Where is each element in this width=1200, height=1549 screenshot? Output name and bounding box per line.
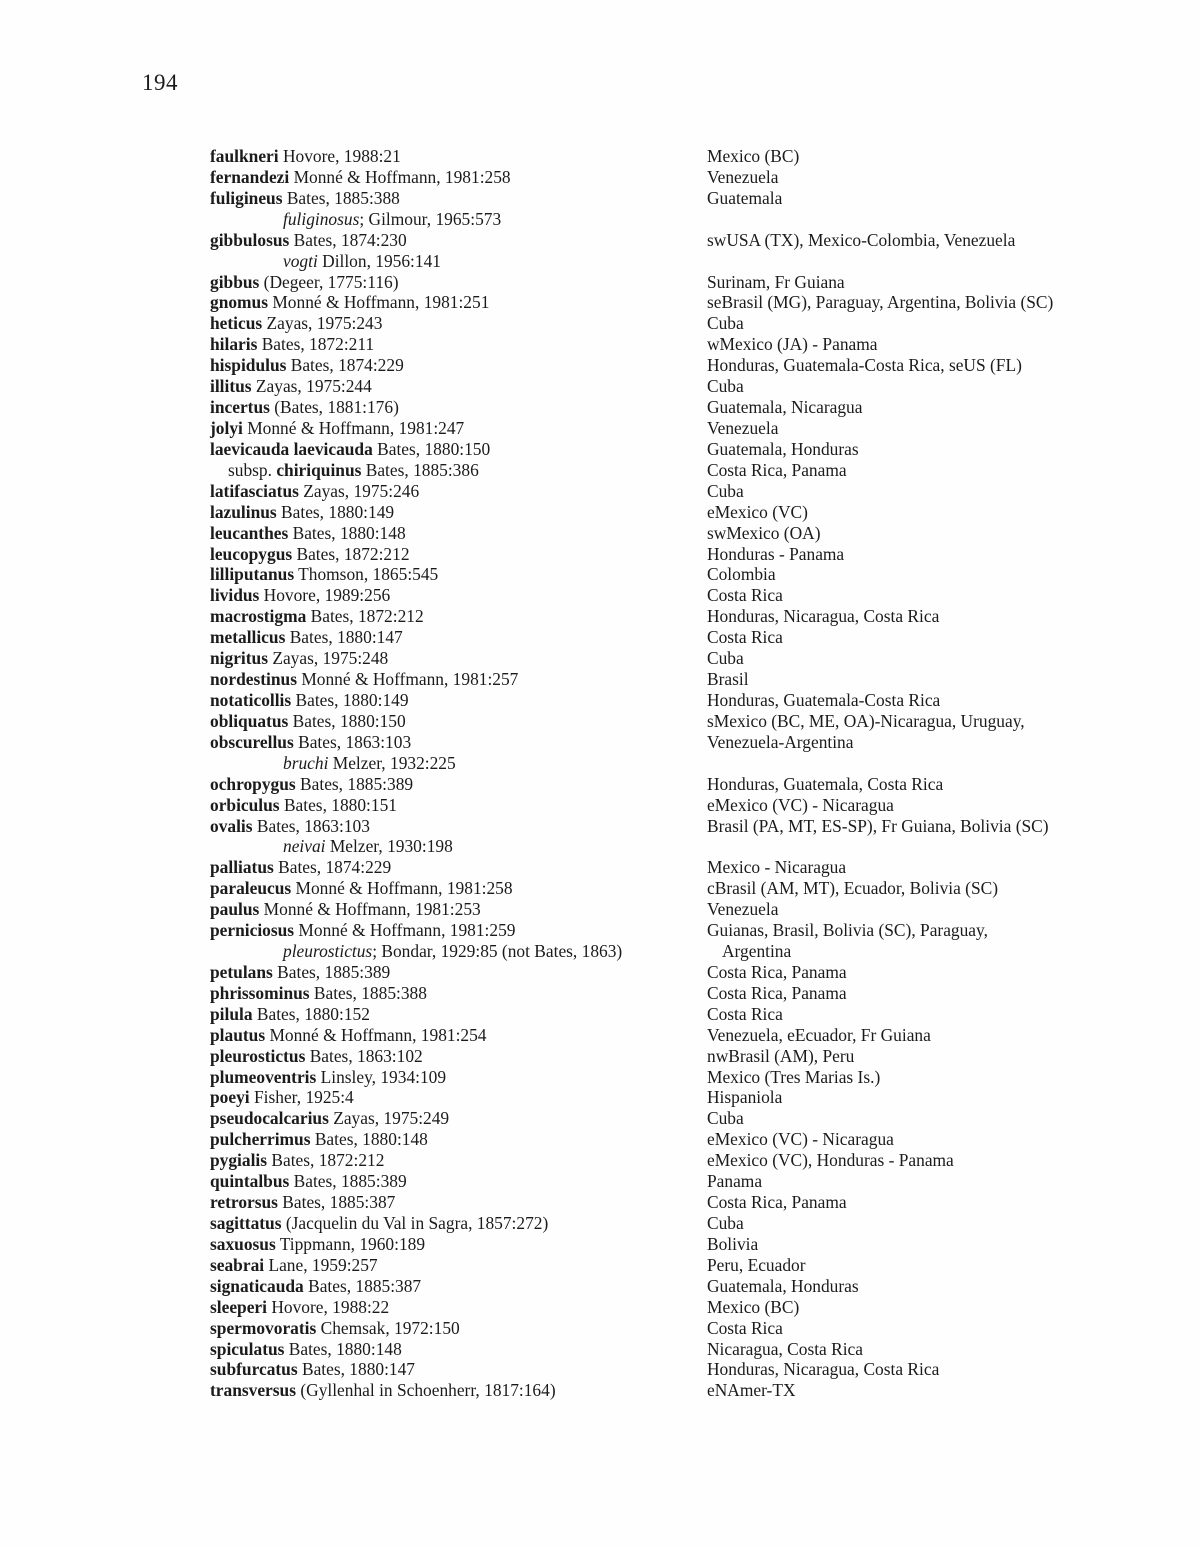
distribution: Costa Rica, Panama [707,459,847,480]
distribution: Hispaniola [707,1087,783,1108]
list-item [210,627,1180,648]
species-entry [210,878,707,899]
distribution: Mexico (BC) [707,146,800,166]
species-name: subfurcatus [210,1359,298,1380]
author-citation: Monné & Hoffmann, 1981:259 [294,920,516,941]
list-item [210,146,1180,167]
author-citation: Bates, 1872:212 [306,606,424,627]
synonym-name: pleurostictus [283,941,373,962]
species-entry [210,313,707,334]
distribution: Venezuela [707,417,779,438]
distribution: sMexico (BC, ME, OA)-Nicaragua, Uruguay, [707,710,1025,731]
author-citation: Bates, 1880:147 [285,627,403,648]
species-entry [210,983,707,1004]
distribution: Colombia [707,564,776,585]
distribution: Surinam, Fr Guiana [707,271,845,292]
species-entry [210,1150,707,1171]
author-citation: ; Gilmour, 1965:573 [359,208,502,229]
list-item [210,585,1180,606]
author-citation: Tippmann, 1960:189 [275,1233,426,1254]
distribution: cBrasil (AM, MT), Ecuador, Bolivia (SC) [707,878,999,899]
distribution: Cuba [707,376,744,397]
species-entry [210,774,707,795]
list-item [210,899,1180,920]
list-item [210,272,1180,293]
distribution: Mexico (Tres Marias Is.) [707,1066,881,1087]
page-number: 194 [142,70,178,95]
list-item [210,1255,1180,1276]
author-citation: Hovore, 1988:22 [266,1296,390,1317]
species-name: laevicauda laevicauda [210,438,373,459]
species-name: illitus [210,376,252,397]
species-entry [210,1339,707,1360]
distribution: Cuba [707,648,744,669]
species-name: gibbus [210,271,260,292]
author-citation: Zayas, 1975:248 [267,648,389,669]
synonym-name: fuliginosus [283,208,360,229]
author-citation: subsp. [228,459,277,480]
species-name: incertus [210,397,270,418]
author-citation: Bates, 1880:150 [288,710,406,731]
list-item [210,544,1180,565]
distribution: swMexico (OA) [707,522,821,543]
species-name: obliquatus [210,710,289,731]
species-name: leucanthes [210,522,289,543]
species-name: sleeperi [210,1296,267,1317]
distribution: eMexico (VC) [707,501,808,522]
species-entry [210,1276,707,1297]
distribution: Costa Rica [707,627,783,648]
species-name: nigritus [210,648,268,669]
list-item [210,209,1180,230]
list-item [210,1339,1180,1360]
list-item [210,606,1180,627]
author-citation: Bates, 1880:150 [372,438,491,459]
species-entry [210,292,707,313]
list-item [210,983,1180,1004]
list-item [210,1359,1180,1380]
author-citation: Bates, 1880:152 [252,1003,370,1024]
species-entry [210,334,707,355]
author-citation: Monné & Hoffmann, 1981:253 [259,899,481,920]
distribution: nwBrasil (AM), Peru [707,1045,855,1066]
author-citation: Bates, 1885:389 [295,773,414,794]
list-item [210,774,1180,795]
species-entry [210,1067,707,1088]
list-item [210,1129,1180,1150]
species-name: latifasciatus [210,480,299,501]
list-item [210,167,1180,188]
species-name: sagittatus [210,1213,282,1234]
species-entry [210,502,707,523]
species-name: quintalbus [210,1171,290,1192]
list-item [210,1025,1180,1046]
distribution: Argentina [722,941,792,962]
species-entry [210,209,707,230]
species-name: gibbulosus [210,229,290,250]
species-name: fuligineus [210,187,283,208]
species-name: fernandezi [210,166,290,187]
list-item [210,439,1180,460]
list-item [210,1108,1180,1129]
distribution: Honduras, Guatemala-Costa Rica, seUS (FL) [707,355,1022,376]
distribution: Guianas, Brasil, Bolivia (SC), Paraguay, [707,920,988,941]
species-entry [210,167,707,188]
list-item [210,251,1180,272]
author-citation: Lane, 1959:257 [264,1254,378,1275]
species-entry [210,523,707,544]
list-item [210,418,1180,439]
species-entry [210,355,707,376]
author-citation: Zayas, 1975:243 [262,313,383,334]
species-name: petulans [210,961,273,982]
author-citation: Melzer, 1930:198 [325,836,453,857]
author-citation: (Bates, 1881:176) [269,397,399,418]
species-entry [210,857,707,878]
species-name: saxuosus [210,1233,276,1254]
author-citation: Bates, 1863:103 [293,731,412,752]
distribution: Brasil [707,669,749,690]
species-entry [210,795,707,816]
author-citation: Zayas, 1975:249 [328,1108,450,1129]
species-name: obscurellus [210,731,294,752]
list-item [210,1150,1180,1171]
list-item [210,1318,1180,1339]
species-entry [210,962,707,983]
author-citation: Bates, 1880:148 [284,1338,402,1359]
author-citation: Bates, 1880:151 [279,794,397,815]
list-item [210,481,1180,502]
author-citation: Bates, 1863:102 [305,1045,423,1066]
list-item [210,1380,1180,1401]
species-entry [210,606,707,627]
list-item [210,690,1180,711]
list-item [210,502,1180,523]
species-entry [210,690,707,711]
list-item [210,1234,1180,1255]
list-item [210,1067,1180,1088]
species-entry [210,920,707,941]
author-citation: Bates, 1885:386 [361,459,479,480]
species-name: nordestinus [210,669,297,690]
author-citation: Hovore, 1988:21 [278,146,401,166]
species-name: poeyi [210,1087,250,1108]
species-entry [210,418,707,439]
list-item [210,795,1180,816]
distribution: Honduras, Nicaragua, Costa Rica [707,606,940,627]
species-name: signaticauda [210,1275,304,1296]
species-entry [210,732,707,753]
distribution: Cuba [707,480,744,501]
species-entry [210,460,707,481]
species-checklist [210,146,1180,1401]
distribution: Cuba [707,1108,744,1129]
distribution: Mexico - Nicaragua [707,857,847,878]
species-entry [210,1192,707,1213]
species-entry [210,585,707,606]
species-entry [210,899,707,920]
species-name: metallicus [210,627,286,648]
author-citation: Chemsak, 1972:150 [316,1317,460,1338]
author-citation: Bates, 1880:147 [297,1359,416,1380]
distribution: eMexico (VC) - Nicaragua [707,794,894,815]
author-citation: (Degeer, 1775:116) [259,271,399,292]
list-item [210,313,1180,334]
species-entry [210,376,707,397]
author-citation: Bates, 1874:229 [273,857,392,878]
author-citation: Monné & Hoffmann, 1981:257 [296,669,519,690]
species-name: heticus [210,313,263,334]
list-item [210,334,1180,355]
distribution: Venezuela, eEcuador, Fr Guiana [707,1024,931,1045]
author-citation: Monné & Hoffmann, 1981:254 [265,1024,487,1045]
species-name: gnomus [210,292,268,313]
species-entry [210,669,707,690]
list-item [210,1171,1180,1192]
list-item [210,857,1180,878]
distribution: seBrasil (MG), Paraguay, Argentina, Bolivia (SC) [707,292,1054,313]
author-citation: Bates, 1880:149 [276,501,395,522]
distribution: Honduras, Nicaragua, Costa Rica [707,1359,940,1380]
species-entry [210,836,707,857]
species-entry [210,1046,707,1067]
list-item [210,1087,1180,1108]
list-item [210,1004,1180,1025]
distribution: Guatemala, Nicaragua [707,397,863,418]
list-item [210,920,1180,941]
distribution: Costa Rica, Panama [707,982,847,1003]
species-entry [210,627,707,648]
distribution: eMexico (VC), Honduras - Panama [707,1150,954,1171]
species-entry [210,397,707,418]
species-name: macrostigma [210,606,307,627]
species-entry [210,481,707,502]
list-item [210,962,1180,983]
distribution: Costa Rica [707,1317,783,1338]
species-name: orbiculus [210,794,280,815]
species-name: jolyi [210,417,243,438]
author-citation: Bates, 1872:211 [257,334,375,355]
distribution: Panama [707,1171,763,1192]
species-name: faulkneri [210,146,279,166]
species-entry [210,1108,707,1129]
species-entry [210,1087,707,1108]
author-citation: Bates, 1880:148 [310,1129,428,1150]
species-entry [210,1004,707,1025]
list-item [210,292,1180,313]
distribution: Brasil (PA, MT, ES-SP), Fr Guiana, Bolivia (SC) [707,815,1049,836]
list-item [210,564,1180,585]
author-citation: Monné & Hoffmann, 1981:247 [242,417,465,438]
distribution: Cuba [707,1213,744,1234]
author-citation: Bates, 1885:389 [272,961,391,982]
species-entry [210,648,707,669]
species-name: paulus [210,899,260,920]
distribution: Costa Rica, Panama [707,1192,847,1213]
distribution: wMexico (JA) - Panama [707,334,878,355]
list-item [210,1213,1180,1234]
list-item [210,1297,1180,1318]
distribution: swUSA (TX), Mexico-Colombia, Venezuela [707,229,1016,250]
distribution: eMexico (VC) - Nicaragua [707,1129,894,1150]
species-name: ovalis [210,815,253,836]
distribution: Guatemala, Honduras [707,438,859,459]
species-name: retrorsus [210,1192,278,1213]
author-citation: Linsley, 1934:109 [316,1066,447,1087]
species-name: notaticollis [210,689,292,710]
distribution: Venezuela [707,899,779,920]
species-entry [210,188,707,209]
list-item [210,941,1180,962]
species-entry [210,564,707,585]
author-citation: Hovore, 1989:256 [259,585,391,606]
species-entry [210,753,707,774]
distribution: Venezuela-Argentina [707,731,854,752]
distribution: Venezuela [707,166,779,187]
list-item [210,1276,1180,1297]
distribution: Bolivia [707,1233,759,1254]
species-entry [210,1380,707,1401]
author-citation: Fisher, 1925:4 [249,1087,354,1108]
author-citation: Bates, 1885:388 [309,982,427,1003]
distribution: Honduras, Guatemala-Costa Rica [707,689,941,710]
list-item [210,460,1180,481]
author-citation: Zayas, 1975:244 [251,376,372,397]
species-entry [210,1213,707,1234]
distribution: Honduras - Panama [707,543,845,564]
species-entry [210,1171,707,1192]
species-entry [210,251,707,272]
author-citation: (Gyllenhal in Schoenherr, 1817:164) [296,1380,556,1401]
species-name: palliatus [210,857,274,878]
species-entry [210,544,707,565]
list-item [210,1192,1180,1213]
species-entry [210,1318,707,1339]
species-entry [210,1297,707,1318]
synonym-name: vogti [283,250,318,271]
species-name: pleurostictus [210,1045,306,1066]
synonym-name: neivai [283,836,326,857]
list-item [210,1046,1180,1067]
list-item [210,230,1180,251]
distribution: Guatemala, Honduras [707,1275,859,1296]
distribution: Costa Rica [707,1003,783,1024]
author-citation: Monné & Hoffmann, 1981:258 [291,878,513,899]
species-name: phrissominus [210,982,310,1003]
author-citation: Bates, 1885:387 [303,1275,422,1296]
list-item [210,648,1180,669]
author-citation: Dillon, 1956:141 [317,250,441,271]
species-name: paraleucus [210,878,292,899]
species-name: plumeoventris [210,1066,317,1087]
distribution: eNAmer-TX [707,1380,796,1401]
distribution: Peru, Ecuador [707,1254,806,1275]
species-name: seabrai [210,1254,265,1275]
species-name: transversus [210,1380,296,1401]
species-name: chiriquinus [276,459,362,480]
author-citation: Bates, 1885:389 [289,1171,407,1192]
list-item [210,523,1180,544]
species-entry [210,1234,707,1255]
species-entry [210,1359,707,1380]
list-item [210,753,1180,774]
author-citation: Bates, 1885:387 [277,1192,396,1213]
species-name: spermovoratis [210,1317,317,1338]
species-name: lazulinus [210,501,277,522]
author-citation: Monné & Hoffmann, 1981:251 [268,292,490,313]
distribution: Costa Rica [707,585,783,606]
distribution: Mexico (BC) [707,1296,800,1317]
author-citation: Bates, 1885:388 [282,187,400,208]
species-name: lividus [210,585,260,606]
species-entry [210,1255,707,1276]
synonym-name: bruchi [283,752,329,773]
species-name: plautus [210,1024,266,1045]
distribution: Costa Rica, Panama [707,961,847,982]
list-item [210,355,1180,376]
distribution: Cuba [707,313,744,334]
list-item [210,376,1180,397]
species-name: perniciosus [210,920,295,941]
species-entry [210,230,707,251]
species-entry [210,146,707,167]
author-citation: Monné & Hoffmann, 1981:258 [289,166,511,187]
species-entry [210,1129,707,1150]
distribution: Honduras, Guatemala, Costa Rica [707,773,944,794]
species-entry [210,711,707,732]
author-citation: Melzer, 1932:225 [328,752,456,773]
distribution: Guatemala [707,187,783,208]
author-citation: Bates, 1863:103 [252,815,370,836]
species-entry [210,272,707,293]
list-item [210,669,1180,690]
author-citation: Bates, 1872:212 [267,1150,385,1171]
species-name: lilliputanus [210,564,295,585]
species-name: pilula [210,1003,253,1024]
species-entry [210,1025,707,1046]
species-name: hispidulus [210,355,287,376]
list-item [210,836,1180,857]
author-citation: Bates, 1874:230 [289,229,407,250]
author-citation: (Jacquelin du Val in Sagra, 1857:272) [281,1213,549,1234]
author-citation: ; Bondar, 1929:85 (not Bates, 1863) [372,941,623,962]
species-name: pseudocalcarius [210,1108,329,1129]
author-citation: Bates, 1880:148 [288,522,406,543]
list-item [210,878,1180,899]
species-name: hilaris [210,334,258,355]
distribution: Nicaragua, Costa Rica [707,1338,863,1359]
author-citation: Bates, 1880:149 [291,689,409,710]
author-citation: Zayas, 1975:246 [298,480,420,501]
list-item [210,397,1180,418]
author-citation: Bates, 1872:212 [292,543,410,564]
species-name: spiculatus [210,1338,285,1359]
species-name: leucopygus [210,543,293,564]
author-citation: Thomson, 1865:545 [294,564,439,585]
species-name: pygialis [210,1150,268,1171]
list-item [210,732,1180,753]
list-item [210,816,1180,837]
species-entry [210,816,707,837]
species-entry [210,439,707,460]
list-item [210,711,1180,732]
list-item [210,188,1180,209]
species-name: ochropygus [210,773,296,794]
author-citation: Bates, 1874:229 [286,355,404,376]
species-name: pulcherrimus [210,1129,311,1150]
species-entry [210,941,707,962]
